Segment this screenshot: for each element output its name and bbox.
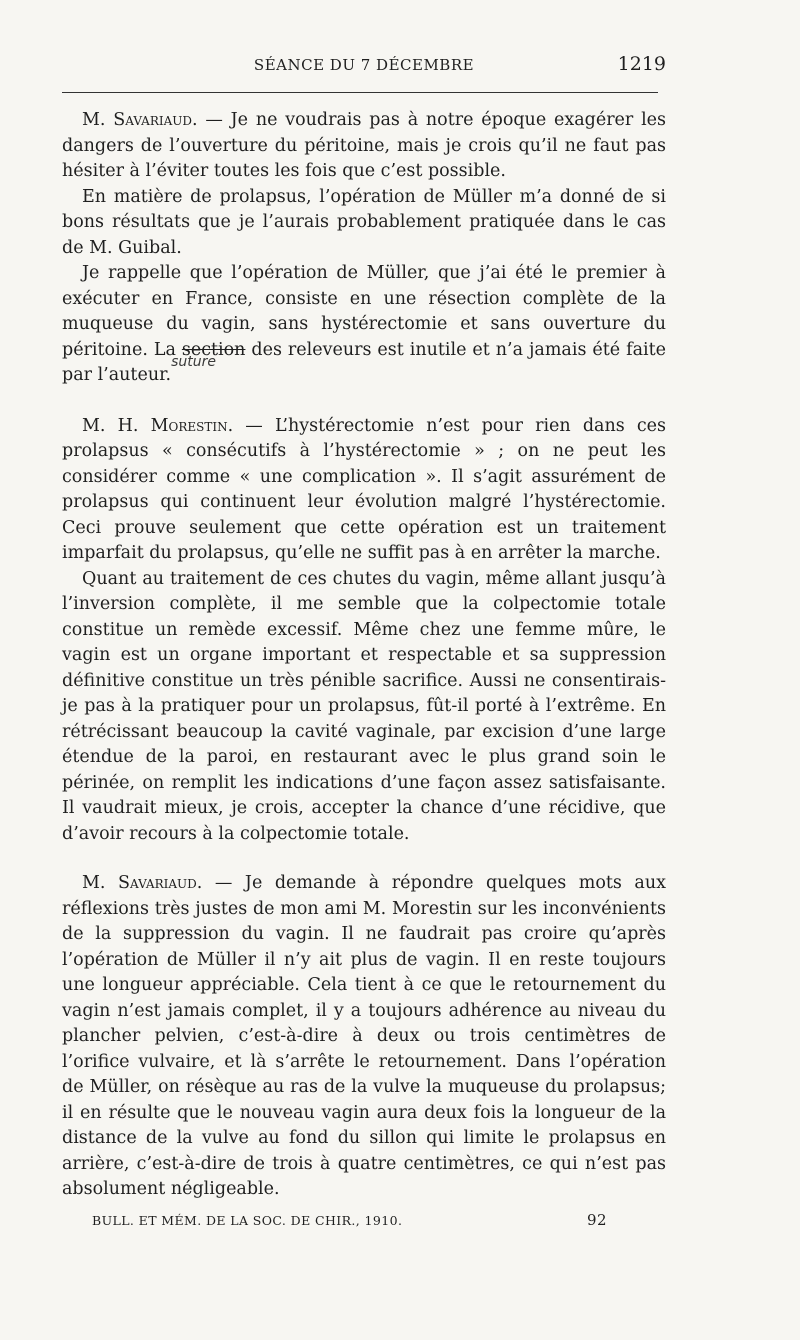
page-footer [62,1213,666,1235]
page-header [62,53,666,82]
paragraph-savariaud-2 [62,871,666,1203]
paragraph-muller [62,261,666,390]
running-title: SÉANCE DU 7 DÉCEMBRE [253,56,475,74]
paragraph-morestin [62,414,666,567]
paragraph-savariaud-1 [62,108,666,185]
paragraph-text: — Je ne voudrais pas à notre époque exagérer les dangers de l’ouverture du péritoine, mais je crois qu’il ne faut pas hésiter à l’éviter toutes les fois que c’est possible. [62,110,666,181]
paragraph-text: des releveurs est inutile et n’a jamais été faite par l’auteur. [62,339,666,385]
speaker-name: M. Savariaud. [82,873,203,893]
paragraph-text: En matière de prolapsus, l’opération de Müller m’a donné de si bons résultats que je l’aurais probablement pratiquée dans le cas de M. Guibal. [62,186,666,258]
paragraph-treatment [62,567,666,848]
paragraph-text: Quant au traitement de ces chutes du vagin, même allant jusqu’à l’inversion complète, il me semble que la colpectomie totale constitue un remède excessif. Même chez une femme mûre, le vagin est un organe important et respectable et sa suppression définitive constitue un très pénible sacrifice. Aussi ne consentirais-je pas à la pratiquer pour un prolapsus, fût-il porté à l’extrême. En rétrécissant beaucoup la cavité vaginale, par excision d’une large étendue de la paroi, en restaurant avec le plus grand soin le périnée, on remplit les indications d’une façon assez satisfaisante. Il vaudrait mieux, je crois, accepter la chance d’une récidive, que d’avoir recours à la colpectomie totale. [62,568,666,844]
handwritten-correction: suture [171,354,216,370]
page-number: 1219 [617,53,666,75]
struck-word: section [181,339,246,360]
document-body [62,108,666,1203]
journal-reference: BULL. ET MÉM. DE LA SOC. DE CHIR., 1910. [92,1213,403,1228]
paragraph-text: Je rappelle que l’opération de Müller, que j’ai été le premier à exécuter en France, consiste en une résection complète de la muqueuse du vagin, sans hystérectomie et sans ouverture du péritoine. La [62,263,666,360]
speaker-name: M. Savariaud. [82,110,198,130]
speaker-name: M. H. Morestin. [82,415,234,436]
paragraph-prolapsus [62,185,666,262]
paragraph-text: — Je demande à répondre quelques mots aux réflexions très justes de mon ami M. Morestin sur les inconvénients de la suppression du vagin. Il ne faudrait pas croire qu’après l’opération de Müller il n’y ait plus de vagin. Il en reste toujours une longueur appréciable. Cela tient à ce que le retournement du vagin n’est jamais complet, il y a toujours adhérence au niveau du plancher pelvien, c’est-à-dire à deux ou trois centimètres de l’orifice vulvaire, et là s’arrête le retournement. Dans l’opération de Müller, on résèque au ras de la vulve la muqueuse du prolapsus; il en résulte que le nouveau vagin aura deux fois la longueur de la distance de la vulve au fond du sillon qui limite le prolapsus en arrière, c’est-à-dire de trois à quatre centimètres, ce qui n’est pas absolument négligeable. [62,873,666,1199]
signature-mark: 92 [587,1211,607,1229]
header-rule [62,92,658,93]
paragraph-text: — L’hystérectomie n’est pour rien dans ces prolapsus « consécutifs à l’hystérectomie » ; on ne peut les considérer comme « une complication ». Il s’agit assurément de prolapsus qui continuent leur évolution malgré l’hystérectomie. Ceci prouve seulement que cette opération est un traitement imparfait du prolapsus, qu’elle ne suffit pas à en arrêter la marche. [62,415,666,563]
